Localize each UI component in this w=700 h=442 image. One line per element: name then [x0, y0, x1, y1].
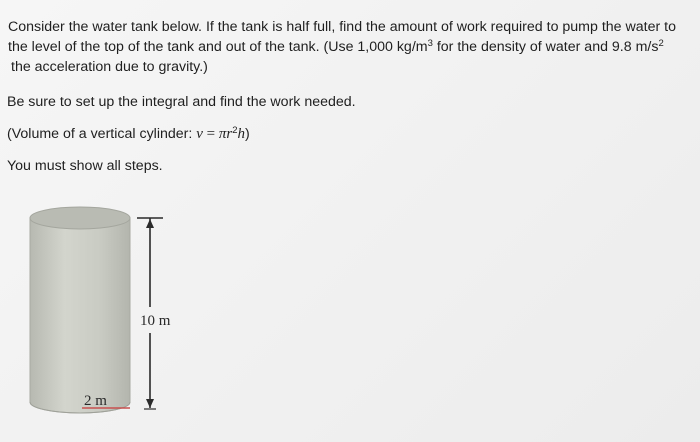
height-bottom-arrow [146, 399, 154, 408]
cylinder-diagram [20, 196, 200, 426]
squared-exponent: 2 [658, 38, 664, 49]
steps-note: You must show all steps. [7, 158, 163, 174]
height-label: 10 m [140, 313, 171, 329]
formula-v: v [196, 126, 203, 142]
problem-line-1: Consider the water tank below. If the tank is half full, find the amount of work required to pump the water to [8, 19, 676, 35]
formula-prefix: (Volume of a vertical cylinder: [7, 126, 197, 142]
problem-line-2-part-a: the level of the top of the tank and out of the tank. (Use 1,000 kg/m [8, 39, 428, 55]
problem-line-2-part-b: for the density of water and 9.8 m/s [432, 39, 659, 55]
formula-exponent: 2 [232, 125, 238, 136]
problem-line-2 [8, 37, 698, 57]
problem-statement [8, 17, 698, 77]
cubic-exponent: 3 [427, 38, 433, 49]
formula-equals: = [202, 126, 219, 142]
cylinder-body [30, 218, 130, 413]
formula-pi: π [218, 126, 227, 142]
volume-formula [7, 126, 250, 143]
formula-suffix: ) [245, 126, 250, 142]
cylinder-top [30, 207, 130, 229]
problem-line-3: the acceleration due to gravity.) [11, 59, 208, 75]
formula-h: h [237, 126, 246, 142]
water-tank-figure [20, 196, 200, 426]
radius-label: 2 m [84, 393, 107, 409]
formula-r: r [226, 126, 233, 142]
height-top-arrow [146, 219, 154, 228]
instruction-text: Be sure to set up the integral and find the work needed. [7, 94, 356, 110]
